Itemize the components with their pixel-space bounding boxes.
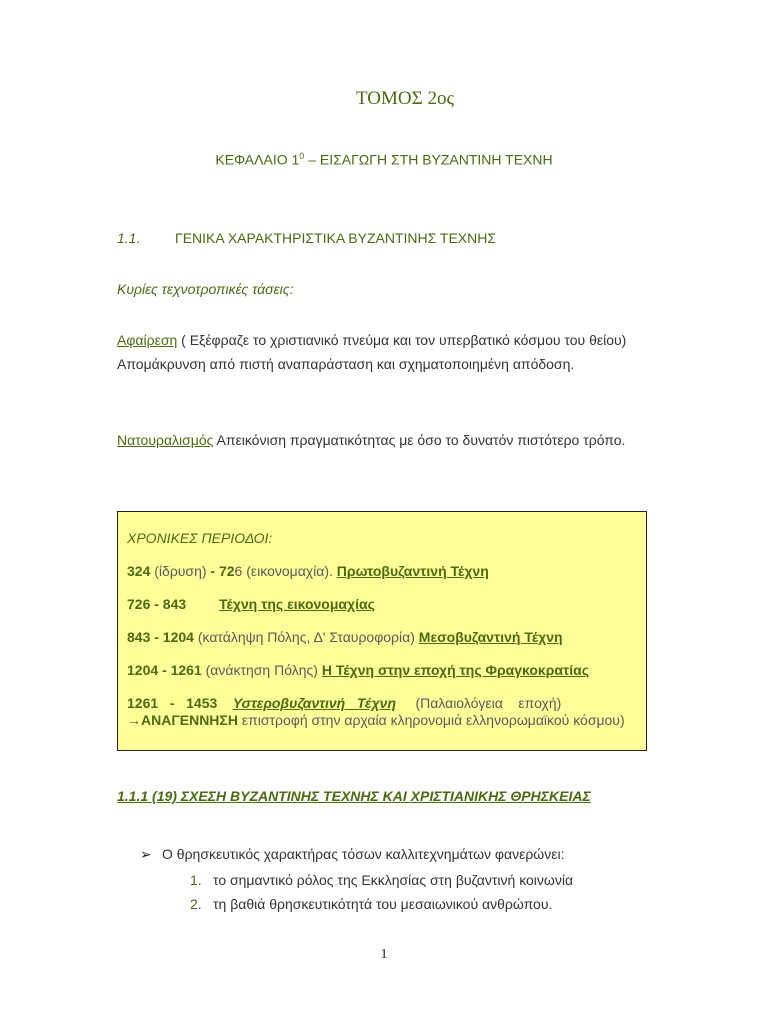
bullet-item: [140, 846, 564, 863]
item-number: 2.: [190, 896, 202, 912]
period-5-era: Υστεροβυζαντινή Τέχνη: [232, 695, 396, 711]
trends-heading: Κυρίες τεχνοτροπικές τάσεις:: [117, 281, 294, 297]
period-1-era: Πρωτοβυζαντινή Τέχνη: [336, 563, 489, 579]
period-3-dates: 843 - 1204: [127, 629, 194, 645]
period-1-note-1: (ίδρυση): [150, 563, 211, 579]
chapter-heading: [0, 151, 768, 168]
chapter-prefix: ΚΕΦΑΛΑΙΟ 1: [215, 151, 300, 168]
period-row-1: [127, 563, 637, 579]
period-4-dates: 1204 - 1261: [127, 662, 202, 678]
period-3-note: (κατάληψη Πόλης, Δ' Σταυροφορία): [193, 629, 419, 645]
term-naturalism: Νατουραλισμός: [117, 432, 214, 448]
period-row-3: [127, 629, 637, 645]
paragraph-naturalism: [117, 428, 645, 452]
chapter-superscript: 0: [299, 151, 305, 161]
period-5-note: (Παλαιολόγεια εποχή): [415, 695, 562, 711]
period-4-note: (ανάκτηση Πόλης): [201, 662, 322, 678]
period-row-4: [127, 662, 637, 678]
paragraph-abstraction: [117, 328, 645, 376]
item-text: το σημαντικό ρόλος της Εκκλησίας στη βυζαντινή κοινωνία: [213, 872, 574, 888]
numbered-item: [190, 896, 552, 912]
period-4-era: Η Τέχνη στην εποχή της Φραγκοκρατίας: [321, 662, 590, 678]
period-5-dates: 1261 - 1453: [127, 695, 218, 711]
arrow-icon: →: [127, 712, 141, 728]
rebirth-label: ΑΝΑΓΕΝΝΗΣΗ: [141, 712, 238, 728]
period-2-dates: 726 - 843: [127, 596, 187, 612]
section-title: ΓΕΝΙΚΑ ΧΑΡΑΚΤΗΡΙΣΤΙΚΑ ΒΥΖΑΝΤΙΝΗΣ ΤΕΧΝΗΣ: [175, 230, 497, 246]
period-1-end: - 72: [210, 563, 235, 579]
period-row-5: [127, 695, 637, 729]
document-title: ΤΟΜΟΣ 2ος: [356, 88, 454, 109]
bullet-text: Ο θρησκευτικός χαρακτήρας τόσων καλλιτεχνημάτων φανερώνει:: [162, 846, 565, 862]
page-number: 1: [380, 947, 388, 962]
naturalism-text: Απεικόνιση πραγματικότητας με όσο το δυνατόν πιστότερο τρόπο.: [213, 432, 626, 448]
section-heading: [117, 230, 496, 246]
item-text: τη βαθιά θρησκευτικότητά του μεσαιωνικού ανθρώπου.: [213, 896, 553, 912]
section-number: 1.1.: [117, 230, 141, 246]
periods-title: ΧΡΟΝΙΚΕΣ ΠΕΡΙΟΔΟΙ:: [127, 530, 273, 546]
term-abstraction: Αφαίρεση: [117, 332, 178, 348]
subsection-heading: 1.1.1 (19) ΣΧΕΣΗ ΒΥΖΑΝΤΙΝΗΣ ΤΕΧΝΗΣ ΚΑΙ ΧΡΙΣΤΙΑΝΙΚΗΣ ΘΡΗΣΚΕΙΑΣ: [117, 788, 591, 804]
item-number: 1.: [190, 872, 202, 888]
period-row-2: [127, 596, 637, 612]
numbered-item: [190, 872, 573, 888]
rebirth-note: επιστροφή στην αρχαία κληρονομιά ελληνορωμαϊκού κόσμου): [237, 712, 625, 728]
period-2-era: Τέχνη της εικονομαχίας: [219, 596, 375, 612]
arrowhead-bullet-icon: ➢: [140, 846, 152, 862]
chapter-title: – ΕΙΣΑΓΩΓΗ ΣΤΗ ΒΥΖΑΝΤΙΝΗ ΤΕΧΝΗ: [304, 151, 553, 168]
abstraction-text: ( Εξέφραζε το χριστιανικό πνεύμα και τον υπερβατικό κόσμου του θείου) Απομάκρυνση από πιστή αναπαράσταση και σχηματοποιημένη απόδοση.: [117, 332, 627, 372]
period-1-start: 324: [127, 563, 151, 579]
period-1-note-2: 6 (εικονομαχία).: [234, 563, 337, 579]
periods-box: [117, 511, 647, 751]
period-3-era: Μεσοβυζαντινή Τέχνη: [418, 629, 563, 645]
